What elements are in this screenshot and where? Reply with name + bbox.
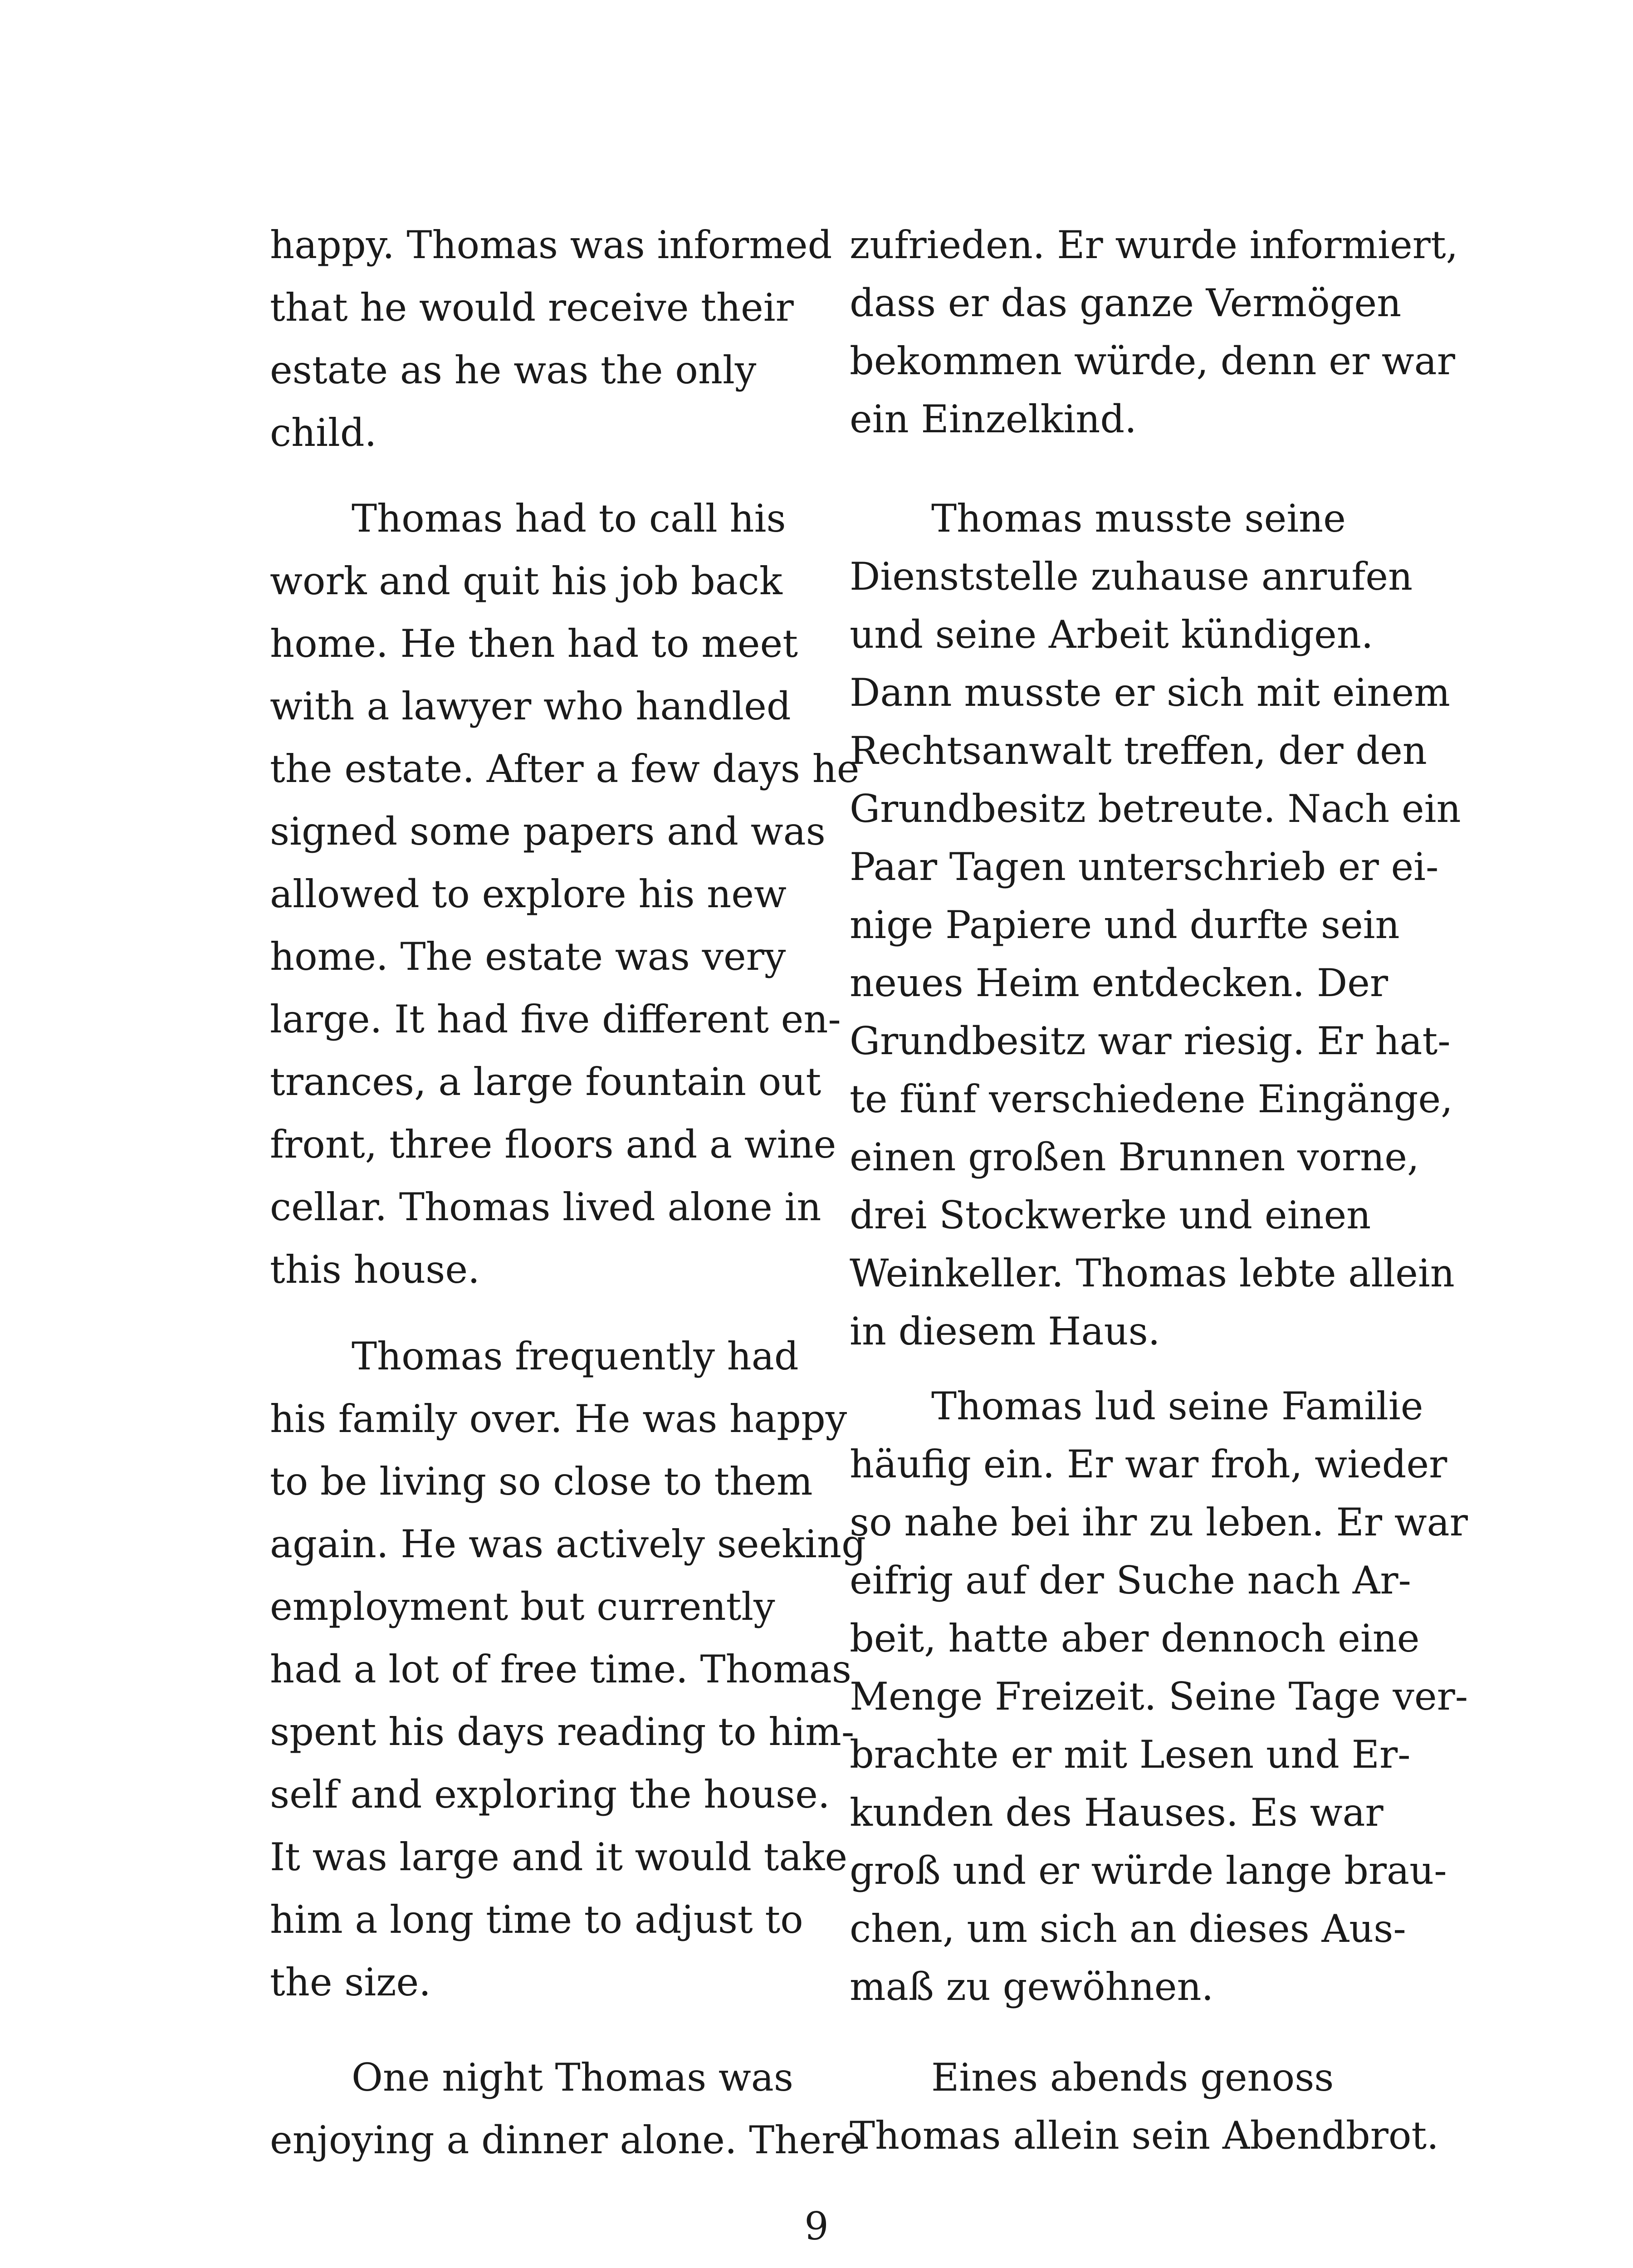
text-line: bekommen würde, denn er war — [850, 339, 1455, 383]
text-line: It was large and it would take — [270, 1835, 848, 1879]
text-line: kunden des Hauses. Es war — [850, 1790, 1384, 1835]
text-line: Weinkeller. Thomas lebte allein — [850, 1251, 1455, 1295]
text-line: enjoying a dinner alone. There — [270, 2118, 862, 2162]
text-line: neues Heim entdecken. Der — [850, 961, 1389, 1005]
text-line: brachte er mit Lesen und Er- — [850, 1732, 1411, 1777]
text-line: nige Papiere und durfte sein — [850, 903, 1400, 947]
text-line: home. The estate was very — [270, 934, 786, 979]
text-line: einen großen Brunnen vorne, — [850, 1135, 1419, 1179]
text-line: chen, um sich an dieses Aus- — [850, 1906, 1406, 1951]
text-line: Eines abends genoss — [931, 2055, 1334, 2100]
text-line: large. It had five different en- — [270, 997, 841, 1041]
text-line: home. He then had to meet — [270, 621, 798, 666]
text-line: him a long time to adjust to — [270, 1897, 803, 1942]
text-line: One night Thomas was — [352, 2055, 793, 2100]
text-line: his family over. He was happy — [270, 1397, 847, 1441]
text-line: häufig ein. Er war froh, wieder — [850, 1442, 1447, 1486]
text-line: that he would receive their — [270, 285, 794, 330]
text-line: cellar. Thomas lived alone in — [270, 1185, 821, 1229]
text-line: self and exploring the house. — [270, 1772, 830, 1817]
text-line: the size. — [270, 1960, 431, 2004]
text-line: Grundbesitz betreute. Nach ein — [850, 787, 1461, 831]
text-line: this house. — [270, 1247, 480, 1292]
text-line: Grundbesitz war riesig. Er hat- — [850, 1019, 1451, 1063]
text-line: dass er das ganze Vermögen — [850, 281, 1402, 325]
text-line: Menge Freizeit. Seine Tage ver- — [850, 1674, 1468, 1719]
text-line: trances, a large fountain out — [270, 1060, 821, 1104]
text-line: zufrieden. Er wurde informiert, — [850, 223, 1458, 267]
text-line: Dann musste er sich mit einem — [850, 670, 1450, 715]
text-line: had a lot of free time. Thomas — [270, 1647, 851, 1691]
text-line: the estate. After a few days he — [270, 747, 860, 791]
text-line: beit, hatte aber dennoch eine — [850, 1616, 1420, 1661]
text-line: child. — [270, 411, 377, 455]
text-line: eifrig auf der Suche nach Ar- — [850, 1558, 1411, 1603]
text-line: Dienststelle zuhause anrufen — [850, 554, 1413, 599]
page-number: 9 — [804, 2204, 829, 2248]
text-line: estate as he was the only — [270, 348, 757, 392]
text-line: Thomas musste seine — [931, 496, 1346, 541]
text-line: ein Einzelkind. — [850, 397, 1137, 441]
text-line: front, three floors and a wine — [270, 1122, 836, 1167]
text-line: Thomas had to call his — [352, 496, 786, 541]
text-line: groß und er würde lange brau- — [850, 1848, 1447, 1893]
text-line: work and quit his job back — [270, 559, 782, 603]
text-line: Thomas frequently had — [352, 1334, 799, 1378]
text-line: in diesem Haus. — [850, 1309, 1160, 1354]
text-line: und seine Arbeit kündigen. — [850, 612, 1374, 657]
text-line: drei Stockwerke und einen — [850, 1193, 1371, 1237]
text-line: happy. Thomas was informed — [270, 223, 832, 267]
text-line: Rechtsanwalt treffen, der den — [850, 728, 1427, 773]
text-line: signed some papers and was — [270, 809, 826, 854]
text-line: again. He was actively seeking — [270, 1522, 866, 1566]
text-line: spent his days reading to him- — [270, 1710, 855, 1754]
text-line: allowed to explore his new — [270, 872, 787, 916]
text-line: Thomas allein sein Abendbrot. — [850, 2113, 1439, 2158]
text-line: employment but currently — [270, 1584, 775, 1629]
text-line: so nahe bei ihr zu leben. Er war — [850, 1500, 1468, 1545]
text-line: maß zu gewöhnen. — [850, 1965, 1214, 2009]
text-line: Thomas lud seine Familie — [931, 1384, 1423, 1428]
text-line: to be living so close to them — [270, 1459, 813, 1504]
text-line: with a lawyer who handled — [270, 684, 791, 728]
text-line: Paar Tagen unterschrieb er ei- — [850, 845, 1439, 889]
text-line: te fünf verschiedene Eingänge, — [850, 1077, 1453, 1121]
